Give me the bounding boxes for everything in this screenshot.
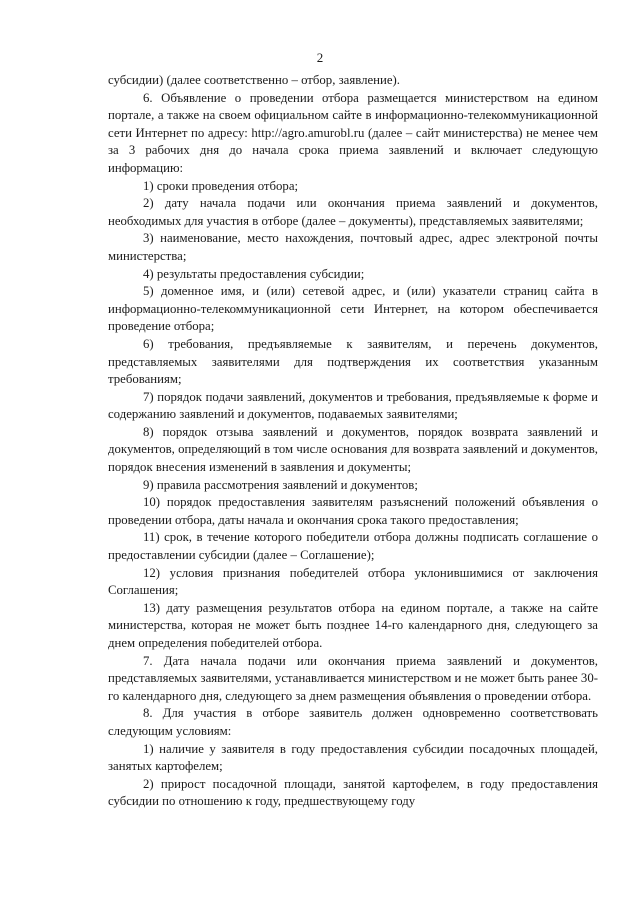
paragraph-item-8: 8. Для участия в отборе заявитель должен одновременно соответствовать следующим условиям: — [108, 706, 598, 738]
list-item-8: 8) порядок отзыва заявлений и документов, порядок возврата заявлений и документов, определяющий в том числе основания для возврата заявлений и документов, порядок внесения изменений в заявления и документы; — [108, 424, 598, 475]
list-item-4: 4) результаты предоставления субсидии; — [143, 266, 365, 281]
list-item-13: 13) дату размещения результатов отбора на едином портале, а также на сайте министерства, которая не может быть позднее 14-го календарного дня, следующего за днем определения победителей отбора. — [108, 600, 598, 650]
list-item-1: 1) сроки проведения отбора; — [143, 178, 299, 193]
list-item-12: 12) условия признания победителей отбора уклонившимися от заключения Соглашения; — [108, 565, 598, 598]
list-item-5: 5) доменное имя, и (или) сетевой адрес, и (или) указатели страниц сайта в информационно-телекоммуникационной сети Интернет, на котором обеспечивается проведение отбора; — [108, 284, 598, 334]
paragraph-item-6: 6. Объявление о проведении отбора размещается министерством на едином портале, а также на своем официальном сайте в информационно-телекоммуникационной сети Интернет по адресу: http://agro.amurobl.ru (далее – сайт министерства) не менее чем за 3 рабочих дня до начала срока приема заявлений и включает следующую информацию: — [108, 90, 598, 175]
page-number: 2 — [316, 50, 324, 65]
list-item-10: 10) порядок предоставления заявителям разъяснений положений объявления о проведении отбора, даты начала и окончания срока такого предоставления; — [108, 495, 598, 527]
list-item-6: 6) требования, предъявляемые к заявителям, и перечень документов, представляемых заявителями для подтверждения их соответствия указанным требованиям; — [108, 336, 598, 387]
paragraph-item-7: 7. Дата начала подачи или окончания приема заявлений и документов, представляемых заявителями, устанавливается министерством и не может быть ранее 30-го календарного дня, следующего за днем размещения объявления о проведении отбора. — [108, 653, 598, 703]
condition-item-2: 2) прирост посадочной площади, занятой картофелем, в году предоставления субсидии по отношению к году, предшествующему году — [108, 776, 598, 809]
document-body — [108, 72, 598, 811]
list-item-2: 2) дату начала подачи или окончания приема заявлений и документов, необходимых для участия в отборе (далее – документы), представляемых заявителями; — [108, 196, 598, 228]
paragraph-continuation: субсидии) (далее соответственно – отбор, заявление). — [108, 73, 400, 87]
list-item-3: 3) наименование, место нахождения, почтовый адрес, адрес электроной почты министерства; — [108, 231, 598, 263]
condition-item-1: 1) наличие у заявителя в году предоставления субсидии посадочных площадей, занятых картофелем; — [108, 741, 598, 774]
list-item-7: 7) порядок подачи заявлений, документов и требования, предъявляемые к форме и содержанию заявлений и документов, подаваемых заявителями; — [108, 389, 598, 422]
list-item-9: 9) правила рассмотрения заявлений и документов; — [143, 477, 418, 492]
list-item-11: 11) срок, в течение которого победители отбора должны подписать соглашение о предоставлении субсидии (далее – Соглашение); — [108, 530, 598, 563]
